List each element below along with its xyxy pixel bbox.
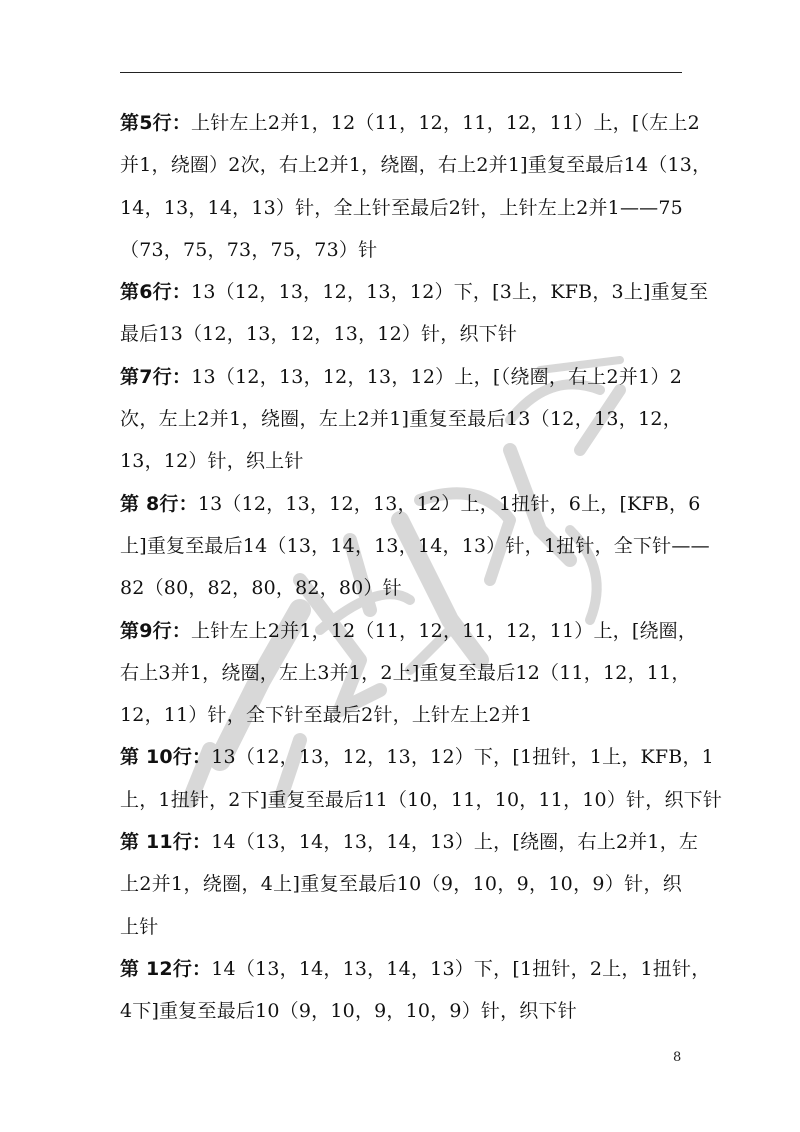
row-label: 第5行： (120, 112, 192, 134)
instruction-line (120, 102, 700, 144)
instruction-line (120, 736, 714, 778)
instruction-text: 13（12，13，12，13，12）上，[（绕圈，右上2并1）2 (191, 365, 683, 388)
instruction-line (120, 483, 701, 525)
instruction-line: （73，75，73，75，73）针 (120, 238, 378, 261)
instruction-line (120, 271, 709, 313)
row-5-instructions (120, 102, 712, 271)
row-label: 第 11行： (120, 831, 212, 854)
instruction-line: 4下]重复至最后10（9，10，9，10，9）针，织下针 (120, 1000, 577, 1023)
instruction-line: 上]重复至最后14（13，14，13，14，13）针，1扭针，全下针—— (120, 534, 710, 557)
row-10-instructions (120, 736, 723, 821)
instruction-line: 右上3并1，绕圈，左上3并1，2上]重复至最后12（11，12，11， (120, 661, 691, 684)
row-11-instructions (120, 821, 699, 948)
instruction-text: 13（12，13，12，13，12）下，[3上，KFB，3上]重复至 (191, 281, 709, 304)
instruction-text: 14（13，14，13，14，13）下，[1扭针，2上，1扭针， (211, 957, 711, 980)
instruction-line (120, 356, 682, 398)
instruction-line: 上针 (120, 915, 159, 938)
instruction-line: 次，左上2并1，绕圈，左上2并1]重复至最后13（12，13，12， (120, 408, 682, 431)
row-label: 第6行： (120, 281, 192, 304)
instruction-line (120, 610, 698, 652)
row-label: 第 12行： (120, 957, 212, 980)
row-6-instructions (120, 271, 709, 356)
instruction-line (120, 821, 699, 863)
instruction-text: 14（13，14，13，14，13）上，[绕圈，右上2并1，左 (211, 831, 699, 854)
row-label: 第 8行： (120, 492, 198, 515)
instruction-text: 上针左上2并1，12（11，12，11，12，11）上，[绕圈， (191, 619, 698, 642)
header-rule (120, 72, 682, 73)
row-7-instructions (120, 356, 682, 483)
instruction-line (120, 948, 711, 990)
instruction-text: 13（12，13，12，13，12）上，1扭针，6上，[KFB，6 (197, 492, 701, 515)
row-9-instructions (120, 610, 698, 737)
instruction-line: 82（80，82，80，82，80）针 (120, 577, 402, 600)
row-label: 第7行： (120, 365, 192, 388)
instruction-line: 最后13（12，13，12，13，12）针，织下针 (120, 323, 518, 346)
row-label: 第 10行： (120, 746, 212, 769)
instruction-line: 14，13，14，13）针，全上针至最后2针，上针左上2并1——75 (120, 196, 683, 219)
instruction-line: 12，11）针，全下针至最后2针，上针左上2并1 (120, 704, 533, 727)
instruction-line: 13，12）针，织上针 (120, 450, 304, 473)
instruction-line: 上，1扭针，2下]重复至最后11（10，11，10，11，10）针，织下针 (120, 788, 723, 811)
instruction-line: 上2并1，绕圈，4上]重复至最后10（9，10，9，10，9）针，织 (120, 873, 682, 896)
instruction-text: 上针左上2并1，12（11，12，11，12，11）上，[（左上2 (191, 112, 700, 134)
row-12-instructions (120, 948, 711, 1033)
instruction-text: 13（12，13，12，13，12）下，[1扭针，1上，KFB，1 (211, 746, 714, 769)
pattern-body (120, 102, 723, 1033)
row-label: 第9行： (120, 619, 192, 642)
row-8-instructions (120, 483, 710, 610)
page-number: 8 (673, 1050, 682, 1065)
instruction-line: 并1，绕圈）2次，右上2并1，绕圈，右上2并1]重复至最后14（13， (120, 154, 712, 177)
